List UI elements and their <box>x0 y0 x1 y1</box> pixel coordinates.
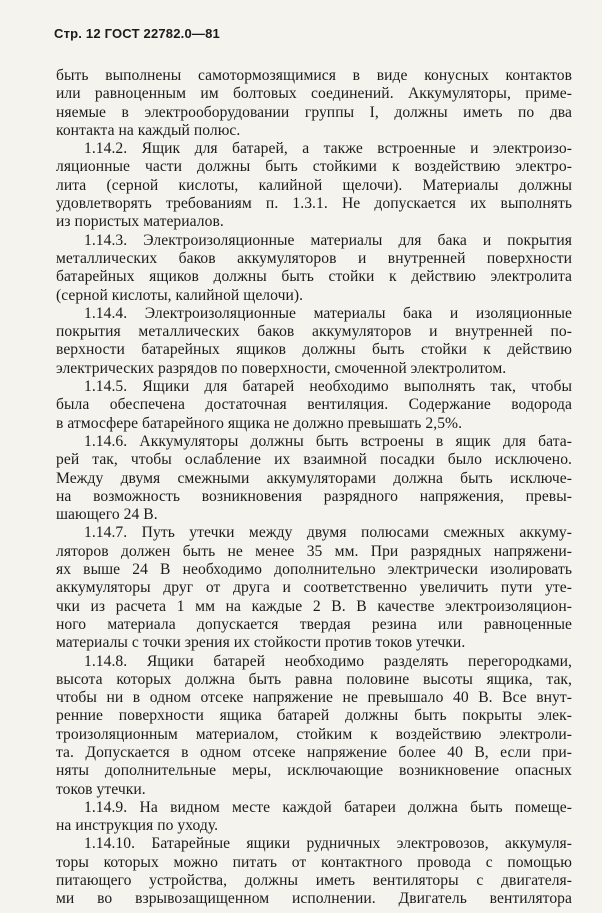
document-page <box>56 26 572 909</box>
text-line: (серной кислоты, калийной щелочи). <box>56 286 304 304</box>
text-line: лита (серной кислоты, калийной щелочи). Материалы должны <box>56 176 572 194</box>
text-line: няемые в электрооборудовании группы I, должны иметь по два <box>56 103 572 121</box>
text-line: верхности батарейных ящиков должны быть стойки к действию <box>56 341 572 359</box>
text-line: ляторов должен быть не менее 35 мм. При разрядных напряжени- <box>56 542 572 560</box>
text-line: чтобы ни в одном отсеке напряжение не превышало 40 В. Все внут- <box>56 689 572 707</box>
text-line: на возможность возникновения разрядного напряжения, превы- <box>56 487 572 505</box>
text-line: 1.14.2. Ящик для батарей, а также встроенные и электроизо- <box>84 140 572 158</box>
text-line: 1.14.9. На видном месте каждой батареи должна быть помеще- <box>84 798 572 816</box>
text-line: 1.14.7. Путь утечки между двумя полюсами смежных аккуму- <box>84 524 572 542</box>
text-line: чки из расчета 1 мм на каждые 2 В. В качестве электроизоляцион- <box>56 597 572 615</box>
text-line: аккумуляторы друг от друга и соответственно увеличить пути уте- <box>56 579 572 597</box>
text-line: удовлетворять требованиям п. 1.3.1. Не допускается их выполнять <box>56 195 572 213</box>
text-line: или равноценным им болтовых соединений. Аккумуляторы, приме- <box>56 85 572 103</box>
text-line: металлических баков аккумуляторов и внутренней поверхности <box>56 249 572 267</box>
text-line: быть выполнены самотормозящимися в виде конусных контактов <box>56 67 572 84</box>
paragraph-1-14-6 <box>56 433 572 524</box>
text-line: рей так, чтобы ослабление их взаимной посадки было исключено. <box>56 451 572 469</box>
text-line: контакта на каждый полюс. <box>56 121 241 139</box>
text-line: 1.14.5. Ящики для батарей необходимо выполнять так, чтобы <box>84 378 572 396</box>
paragraph-1-14-7 <box>56 524 572 652</box>
text-line: на инструкция по уходу. <box>56 817 219 835</box>
paragraph-1-14-4 <box>56 305 572 378</box>
text-line: ях выше 24 В необходимо дополнительно электрически изолировать <box>56 561 572 579</box>
text-line: ного материала допускается твердая резина или равноценные <box>56 615 572 633</box>
text-line: 1.14.3. Электроизоляционные материалы для бака и покрытия <box>84 231 572 249</box>
text-line: в атмосфере батарейного ящика не должно превышать 2,5%. <box>56 414 463 432</box>
text-line: няты дополнительные меры, исключающие возникновение опасных <box>56 762 572 780</box>
text-line: 1.14.4. Электроизоляционные материалы бака и изоляционные <box>84 304 572 322</box>
paragraph-1-14-2 <box>56 140 572 231</box>
text-line: Между двумя смежными аккумуляторами должна быть исключе- <box>56 469 572 487</box>
text-line: из пористых материалов. <box>56 213 224 231</box>
text-line: покрытия металлических баков аккумуляторов и внутренней по- <box>56 323 572 341</box>
text-line: троизоляционным материалом, стойким к воздействию электроли- <box>56 725 572 743</box>
paragraph-1-14-5 <box>56 378 572 433</box>
document-body <box>56 67 572 909</box>
text-line: питающего устройства, должны иметь вентиляторы с двигателя- <box>56 872 572 890</box>
text-line: та. Допускается в одном отсеке напряжение более 40 В, если при- <box>56 743 572 761</box>
text-line: 1.14.6. Аккумуляторы должны быть встроены в ящик для бата- <box>84 432 572 450</box>
page-header: Стр. 12 ГОСТ 22782.0—81 <box>54 26 220 41</box>
text-line: токов утечки. <box>56 780 146 798</box>
text-line: шающего 24 В. <box>56 506 158 524</box>
text-line: торы которых можно питать от контактного провода с помощью <box>56 853 572 871</box>
paragraph-1-14-8 <box>56 653 572 799</box>
text-line: ренние поверхности ящика батарей должны быть покрыты элек- <box>56 707 572 725</box>
paragraph-1-14-9 <box>56 799 572 836</box>
text-line: электрических разрядов по поверхности, смоченной электролитом. <box>56 359 507 377</box>
text-line: ми во взрывозащищенном исполнении. Двигатель вентилятора <box>56 890 572 908</box>
text-line: 1.14.8. Ящики батарей необходимо разделять перегородками, <box>84 652 572 670</box>
text-line: батарейных ящиков должны быть стойки к действию электролита <box>56 268 572 286</box>
paragraph-1-14-3 <box>56 232 572 305</box>
text-line: материалы с точки зрения их стойкости против токов утечки. <box>56 634 466 652</box>
paragraph-cont-1-14-1 <box>56 67 572 140</box>
text-line: высота которых должна быть равна половине высоты ящика, так, <box>56 670 572 688</box>
text-line: ляционные части должны быть стойкими к воздействию электро- <box>56 158 572 176</box>
text-line: была обеспечена достаточная вентиляция. Содержание водорода <box>56 396 572 414</box>
paragraph-1-14-10 <box>56 835 572 908</box>
text-line: 1.14.10. Батарейные ящики рудничных электровозов, аккумуля- <box>84 835 572 853</box>
